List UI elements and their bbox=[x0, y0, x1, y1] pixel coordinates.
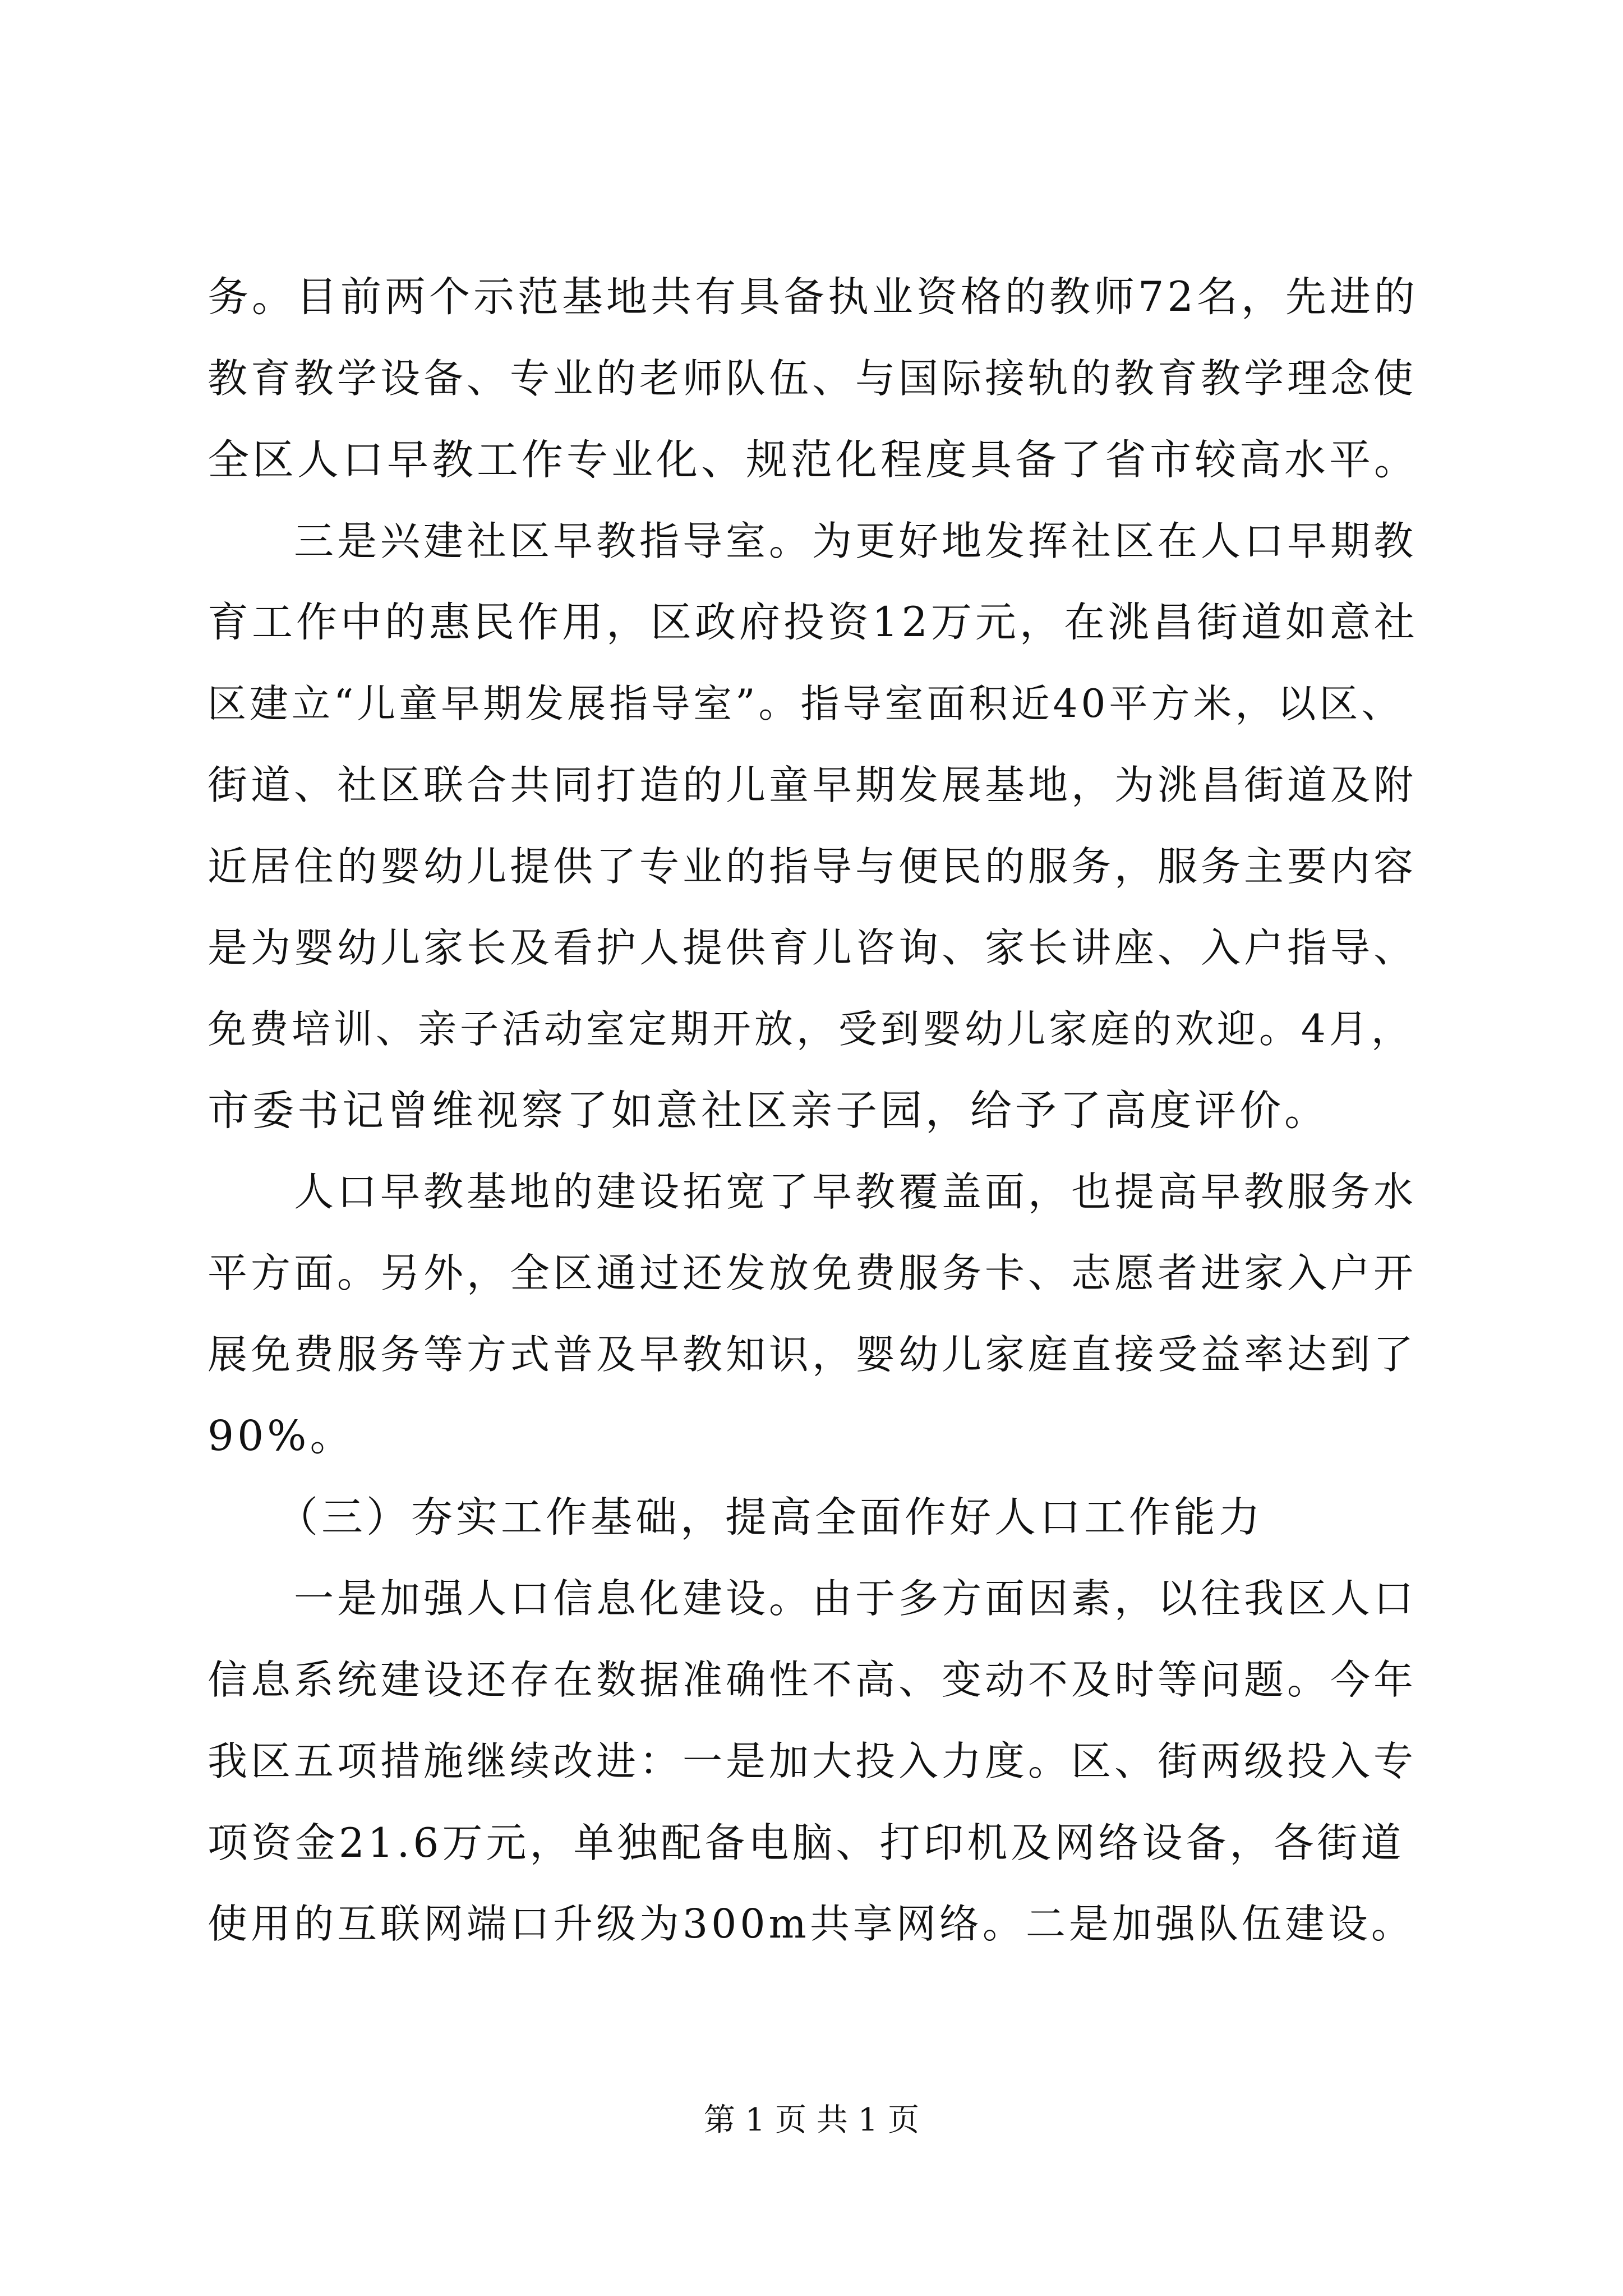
text-line: 信息系统建设还存在数据准确性不高、变动不及时等问题。今年 bbox=[208, 1657, 1417, 1703]
text-line: 90%。 bbox=[208, 1412, 355, 1460]
text-line: 免费培训、亲子活动室定期开放，受到婴幼儿家庭的欢迎。4月， bbox=[208, 1007, 1413, 1052]
text-line: 是为婴幼儿家长及看护人提供育儿咨询、家长讲座、入户指导、 bbox=[208, 924, 1417, 971]
page-number-footer: 第 1 页 共 1 页 bbox=[703, 2102, 920, 2138]
section-heading: （三）夯实工作基础，提高全面作好人口工作能力 bbox=[208, 1493, 1264, 1542]
text-line: 平方面。另外，全区通过还发放免费服务卡、志愿者进家入户开 bbox=[208, 1250, 1417, 1296]
text-line: 我区五项措施继续改进：一是加大投入力度。区、街两级投入专 bbox=[208, 1738, 1417, 1784]
text-line: 教育教学设备、专业的老师队伍、与国际接轨的教育教学理念使 bbox=[208, 355, 1417, 402]
text-line: 近居住的婴幼儿提供了专业的指导与便民的服务，服务主要内容 bbox=[208, 843, 1417, 890]
text-line: 市委书记曾维视察了如意社区亲子园，给予了高度评价。 bbox=[208, 1087, 1329, 1135]
text-line: 务。目前两个示范基地共有具备执业资格的教师72名，先进的 bbox=[208, 273, 1418, 321]
text-line: 项资金21.6万元，单独配备电脑、打印机及网络设备，各街道 bbox=[208, 1819, 1405, 1866]
text-line: 三是兴建社区早教指导室。为更好地发挥社区在人口早期教 bbox=[208, 518, 1417, 564]
text-line: 育工作中的惠民作用，区政府投资12万元，在洮昌街道如意社 bbox=[208, 599, 1418, 646]
text-line: 人口早教基地的建设拓宽了早教覆盖面，也提高早教服务水 bbox=[208, 1168, 1417, 1215]
text-line: 使用的互联网端口升级为300m共享网络。二是加强队伍建设。 bbox=[208, 1901, 1414, 1947]
text-line: 全区人口早教工作专业化、规范化程度具备了省市较高水平。 bbox=[208, 436, 1419, 484]
text-line: 一是加强人口信息化建设。由于多方面因素，以往我区人口 bbox=[208, 1575, 1417, 1622]
text-line: 区建立“儿童早期发展指导室”。指导室面积近40平方米，以区、 bbox=[208, 682, 1404, 726]
text-line: 街道、社区联合共同打造的儿童早期发展基地，为洮昌街道及附 bbox=[208, 762, 1417, 808]
text-line: 展免费服务等方式普及早教知识，婴幼儿家庭直接受益率达到了 bbox=[208, 1331, 1417, 1378]
